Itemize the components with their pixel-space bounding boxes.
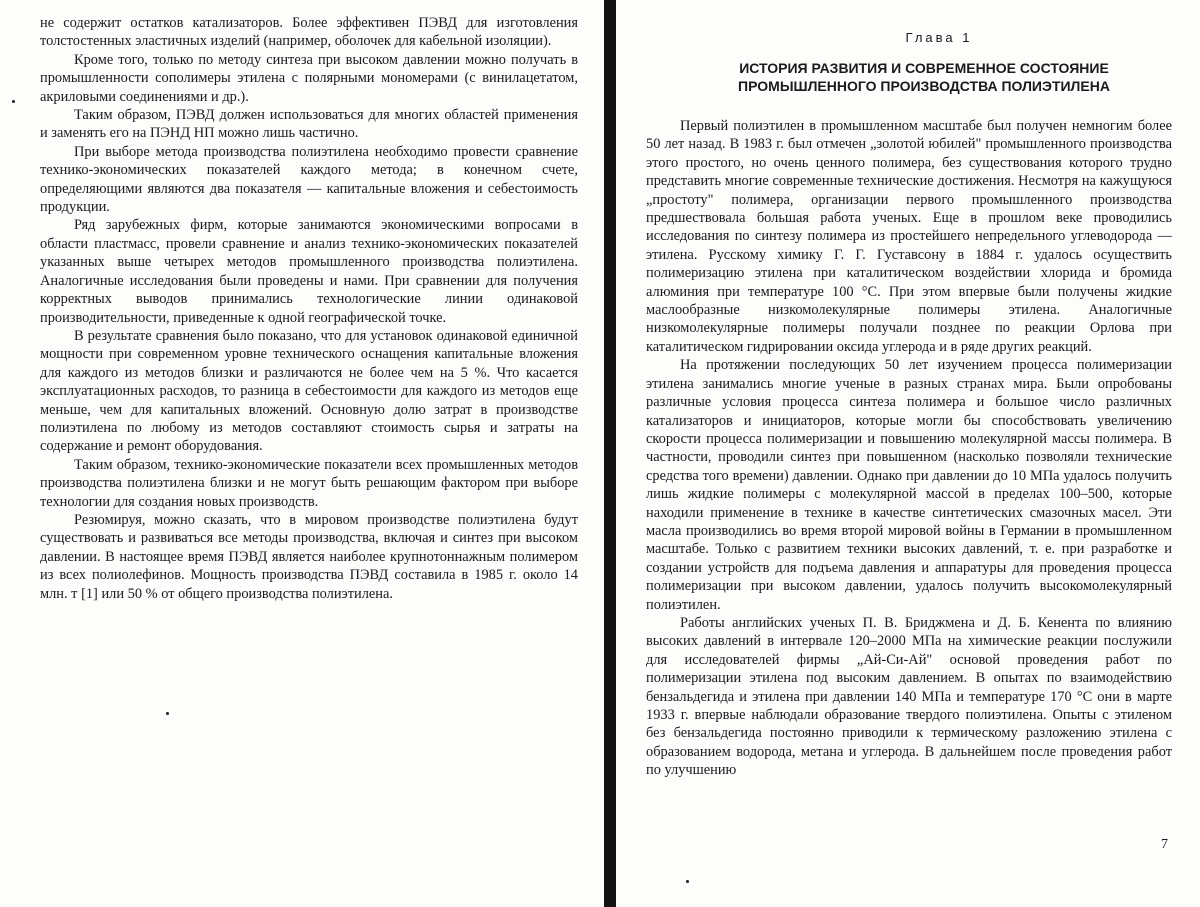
paragraph: Таким образом, технико-экономические показатели всех промышленных методов производства полиэтилена близки и не могут быть решающим фактором при выборе технологии для создания новых производств. — [40, 456, 578, 510]
page-number: 7 — [1161, 837, 1168, 852]
paragraph: Ряд зарубежных фирм, которые занимаются экономическими вопросами в области пластмасс, провели сравнение и анализ технико-экономических показателей указанных выше четырех методов промышленного производства полиэтилена. Аналогичные исследования были проведены и нами. При сравнении для получения корректных выводов принимались технологические линии одинаковой производительности, приведенные к одной географической точке. — [40, 217, 578, 326]
paragraph: Таким образом, ПЭВД должен использоваться для многих областей применения и заменять его на ПЭНД НП можно лишь частично. — [40, 107, 578, 142]
paragraph: Первый полиэтилен в промышленном масштабе был получен немногим более 50 лет назад. В 1983 г. был отмечен „золотой юбилей" промышленного производства этого простого, но очень ценного полимера, без существования которого трудно представить многие современные технические достижения. Несмотря на кажущуюся „простоту" полимера, организации первого промышленного производства предшествовала большая работа ученых. Еще в прошлом веке проводились исследования по синтезу полимера из простейшего непредельного углеводорода — этилена. Русскому химику Г. Г. Густавсону в 1884 г. удалось осуществить полимеризацию этилена при каталитическом воздействии хлорида и бромида алюминия при температуре 100 °С. При этом впервые были получены жидкие маслообразные низкомолекулярные полимеры этилена. Аналогичные низкомолекулярные полимеры получали позднее по реакции Орлова при каталитическом гидрировании оксида углерода и в ряде других реакций. — [646, 118, 1172, 355]
paragraph: При выборе метода производства полиэтилена необходимо провести сравнение технико-экономических показателей каждого метода; в конечном счете, определяющими являются два показателя — капитальные вложения и себестоимость продукции. — [40, 143, 578, 216]
paragraph: Работы английских ученых П. В. Бриджмена и Д. Б. Кенента по влиянию высоких давлений в интервале 120–2000 МПа на химические реакции послужили для исследователей фирмы „Ай-Си-Ай" основой проведения работ по полимеризации этилена под высоким давлением. В опытах по взаимодействию бензальдегида и этилена при давлении 140 МПа и температуре 170 °С они в марте 1933 г. впервые наблюдали образование твердого полиэтилена. Опыты с этиленом без бензальдегида постоянно приводили к термическому разложению этилена с образованием водорода, метана и углерода. В дальнейшем после проведения работ по улучшению — [646, 614, 1172, 779]
paragraph: На протяжении последующих 50 лет изучением процесса полимеризации этилена занимались многие ученые в разных странах мира. Были опробованы различные условия процесса синтеза полимера и большое число различных катализаторов и инициаторов, которые могли бы способствовать увеличению скорости процесса полимеризации и повышению молекулярной массы полимера. В частности, проводили синтез при повышенном (насколько позволяли технические средства того времени) давлении. Однако при давлении до 10 МПа удалось получить лишь жидкие полимеры с молекулярной массой в пределах 100–500, которые находили применение в технике в качестве синтетических смазочных масел. Эти масла производились во время второй мировой войны в Германии в промышленном масштабе. Только с развитием техники высоких давлений, т. е. при разработке и создании устройств для подъема давления и аппаратуры для проведения процесса полимеризации при высоком давлении, удалось получить высокомолекулярный полиэтилен. — [646, 357, 1172, 613]
scan-speck — [686, 880, 689, 883]
paragraph: В результате сравнения было показано, что для установок одинаковой единичной мощности при современном уровне технического оснащения капитальные вложения для каждого из методов близки и различаются не более чем на 5 %. Что касается эксплуатационных расходов, то разница в себестоимости для каждого из методов еще меньше, чем для капитальных вложений. Основную долю затрат в производстве полиэтилена по любому из методов составляют стоимость сырья и затраты на содержание и ремонт оборудования. — [40, 327, 578, 455]
paragraph: Резюмируя, можно сказать, что в мировом производстве полиэтилена будут существовать и развиваться все методы производства, включая и синтез при высоком давлении. В настоящее время ПЭВД является наиболее крупнотоннажным полимером из всех полиолефинов. Мощность производства ПЭВД составила в 1985 г. около 14 млн. т [1] или 50 % от общего производства полиэтилена. — [40, 511, 578, 602]
scan-speck — [12, 100, 15, 103]
paragraph: Кроме того, только по методу синтеза при высоком давлении можно получать в промышленности сополимеры этилена с полярными мономерами (с винилацетатом, акриловыми соединениями и др.). — [40, 51, 578, 105]
chapter-label: Глава 1 — [905, 30, 973, 45]
book-gutter — [604, 0, 616, 907]
right-page — [616, 0, 1200, 907]
scan-speck — [166, 712, 169, 715]
chapter-title: ИСТОРИЯ РАЗВИТИЯ И СОВРЕМЕННОЕ СОСТОЯНИЕ ПРОМЫШЛЕННОГО ПРОИЗВОДСТВА ПОЛИЭТИЛЕНА — [738, 60, 1110, 94]
paragraph: не содержит остатков катализаторов. Более эффективен ПЭВД для изготовления толстостенных эластичных изделий (например, оболочек для кабельной изоляции). — [40, 15, 578, 50]
